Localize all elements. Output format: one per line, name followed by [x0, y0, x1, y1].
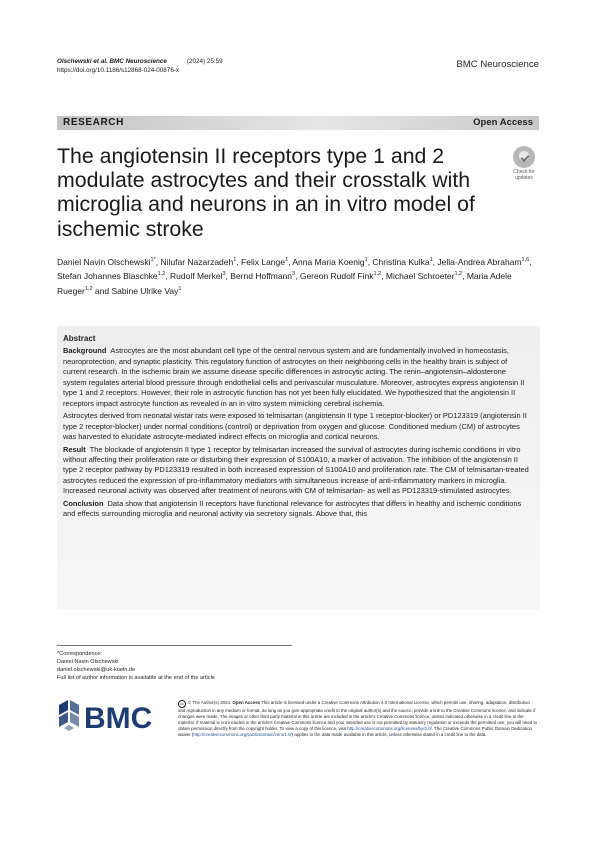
abstract-section-key: Conclusion [63, 498, 104, 508]
author-name: Rudolf Merkel$^3$ [170, 271, 226, 282]
author-name: Maria Adele Rueger$^{1,2}$ [57, 271, 512, 296]
author-name: Sabine Ulrike Vay$^1$ [111, 285, 182, 296]
license-body-3: ) applies to the data made available in this article, unless otherwise stated in a credit line to the data. [291, 732, 487, 738]
abstract-section-text: Astrocytes derived from neonatal wistar rats were exposed to telmisartan (angiotensin II type 1 receptor-blocker) or PD123319 (angiotensin II type 2 receptor-blocker) under normal conditions (control) or deprivation from oxygen and glucose. Conditioned medium (CM) of astrocytes was harvested to elucidate astrocyte-mediated indirect effects on microglia and cortical neurons. [63, 411, 527, 442]
author-affiliation-sup: 3 [292, 271, 296, 278]
author-affiliation-sup: 1,2 [157, 271, 166, 278]
abstract-section-text: Astrocytes are the most abundant cell type of the central nervous system and are fundamentally involved in homeostasis, neuroprotection, and synaptic plasticity. This regulatory function of astrocytes on their neighboring cells in the healthy brain is subject of current research. In the ischemic brain we assume disease specific differences in astrocytic acting. The renin–angiotensin–aldosterone system regulates arterial blood pressure through endothelial cells and perivascular musculature. Moreover, astrocytes express angiotensin II type 1 and 2 receptors. However, their role in astrocytic function has not yet been fully elucidated. We hypothesized that the angiotensin II receptors impact astrocyte function as revealed in an in vitro system mimicking cerebral ischemia. [63, 346, 525, 408]
article-title: The angiotensin II receptors type 1 and 2 modulate astrocytes and their crosstalk with microglia and neurons in an in vitro model of ischemic stroke [57, 144, 475, 241]
author-list: Daniel Navin Olschewski$^{1*}$, Nilufar Nazarzadeh$^1$, Felix Lange$^1$, Anna Maria Koenig$^1$, Christina Kulka$^1$, Jella-Andrea Abraham$^{1,6}$, Stefan Johannes Blaschke$^{1,2}$, Rudolf Merkel$^3$, Bernd Hoffmann$^3$, Gereon Rudolf Fink$^{1,2}$, Michael Schroeter$^{1,2}$, Maria Adele Rueger$^{1,2}$ and Sabine Ulrike Vay$^1$ [57, 256, 532, 296]
author-name: Daniel Navin Olschewski$^{1*}$ [57, 256, 156, 267]
abstract-box [57, 326, 540, 610]
bmc-logo-text: BMC [84, 702, 153, 733]
author-affiliation-sup: 1 [429, 257, 433, 263]
abstract-section-text: Data show that angiotensin II receptors have functional relevance for astrocytes that differs in healthy and ischemic conditions and effects surrounding microglia and neuronal activity via secretory signals. Above that, this [63, 498, 522, 519]
abstract-background [63, 346, 529, 409]
author-affiliation-sup: 3 [222, 271, 226, 278]
author-name: Anna Maria Koenig$^1$ [292, 256, 368, 267]
license-copyright: © The Author(s) 2024. [188, 700, 232, 705]
author-name: Bernd Hoffmann$^3$ [230, 271, 296, 282]
author-name: Gereon Rudolf Fink$^{1,2}$ [299, 271, 382, 282]
abstract-conclusion [63, 499, 529, 520]
author-name: Nilufar Nazarzadeh$^1$ [160, 256, 237, 267]
running-header [57, 57, 223, 75]
check-updates-label: Check for updates [513, 169, 535, 181]
author-affiliation-sup: 1,2 [373, 271, 382, 278]
author-name: Michael Schroeter$^{1,2}$ [385, 271, 463, 282]
abstract-section-text: The blockade of angiotensin II type 1 receptor by telmisartan increased the survival of astrocytes during ischemic conditions in vitro without affecting their proliferation rate or disturbing their expression of S100A10, a marker of activation. The inhibition of the angiotensin II type 2 receptor pathway by PD123319 resulted in both increased expression of S100A10 and proliferation rate. The CM of telmisartan-treated astrocytes reduced the expression of pro-inflammatory mediators with simultaneous increase of anti-inflammatory markers in microglia. Increased neuronal activity was observed after treatment of neurons with CM of telmisartan- as well as PD123319-stimulated astrocytes. [63, 444, 529, 496]
author-affiliation-sup: 1 [364, 257, 368, 263]
footnote-divider [57, 645, 292, 646]
license-link-zero[interactable]: http://creativecommons.org/publicdomain/zero/1.0/ [193, 732, 292, 738]
author-name: Christina Kulka$^1$ [372, 256, 433, 267]
correspondence-name: Daniel Navin Olschewski [57, 659, 119, 665]
affiliations-note: Full list of author information is available at the end of the article [57, 675, 215, 681]
article-type-label: RESEARCH [63, 117, 124, 128]
creative-commons-icon: cc [178, 700, 186, 708]
open-access-label: Open Access [473, 117, 533, 128]
author-affiliation-sup: 1 [178, 285, 182, 292]
license-link-by[interactable]: http://creativecommons.org/licenses/by/4.0/ [347, 726, 432, 732]
abstract-result [63, 445, 529, 497]
license-text [178, 700, 538, 738]
abstract-methods [63, 411, 529, 442]
abstract-section-key: Background [63, 346, 107, 356]
correspondence-email[interactable]: daniel.olschewski@uk-koeln.de [57, 667, 136, 673]
article-type-band [57, 116, 539, 130]
header-citation: Olschewski et al. BMC Neuroscience [57, 58, 167, 65]
correspondence-label: *Correspondence: [57, 651, 103, 657]
author-affiliation-sup: 1* [150, 257, 156, 263]
journal-name: BMC Neuroscience [456, 59, 539, 70]
author-affiliation-sup: 1,2 [454, 271, 463, 278]
bmc-logo [57, 699, 169, 733]
author-affiliation-sup: 1 [233, 257, 237, 263]
author-name: Stefan Johannes Blaschke$^{1,2}$ [57, 271, 166, 282]
check-for-updates-badge[interactable] [507, 146, 541, 181]
author-name: Jella-Andrea Abraham$^{1,6}$ [437, 256, 530, 267]
author-name: Felix Lange$^1$ [241, 256, 289, 267]
footnotes [57, 650, 215, 682]
license-body-2: . The Creative Commons Public Domain Dedication waiver ( [178, 726, 532, 738]
license-body: This article is licensed under a Creative Commons Attribution 4.0 International License, which permits use, sharing, adaptation, distribution and reproduction in any medium or format, as long as you give appropriate credit to the original author(s) and the source, provide a link to the Creative Commons licence, and indicate if changes were made. The images or other third party material in this article are included in the article's Creative Commons licence, unless indicated otherwise in a credit line to the material. If material is not included in the article's Creative Commons licence and your intended use is not permitted by statutory regulation or exceeds the permitted use, you will need to obtain permission directly from the copyright holder. To view a copy of this licence, visit [178, 700, 538, 732]
author-affiliation-sup: 1,2 [84, 285, 93, 292]
license-open-access: Open Access [232, 700, 261, 705]
check-updates-icon [513, 146, 535, 168]
abstract-heading: Abstract [63, 334, 96, 343]
header-volume: (2024) 25:59 [186, 58, 223, 65]
header-doi[interactable]: https://doi.org/10.1186/s12868-024-00876-x [57, 67, 180, 74]
author-affiliation-sup: 1 [285, 257, 289, 263]
abstract-section-key: Result [63, 444, 86, 454]
author-affiliation-sup: 1,6 [521, 257, 530, 263]
